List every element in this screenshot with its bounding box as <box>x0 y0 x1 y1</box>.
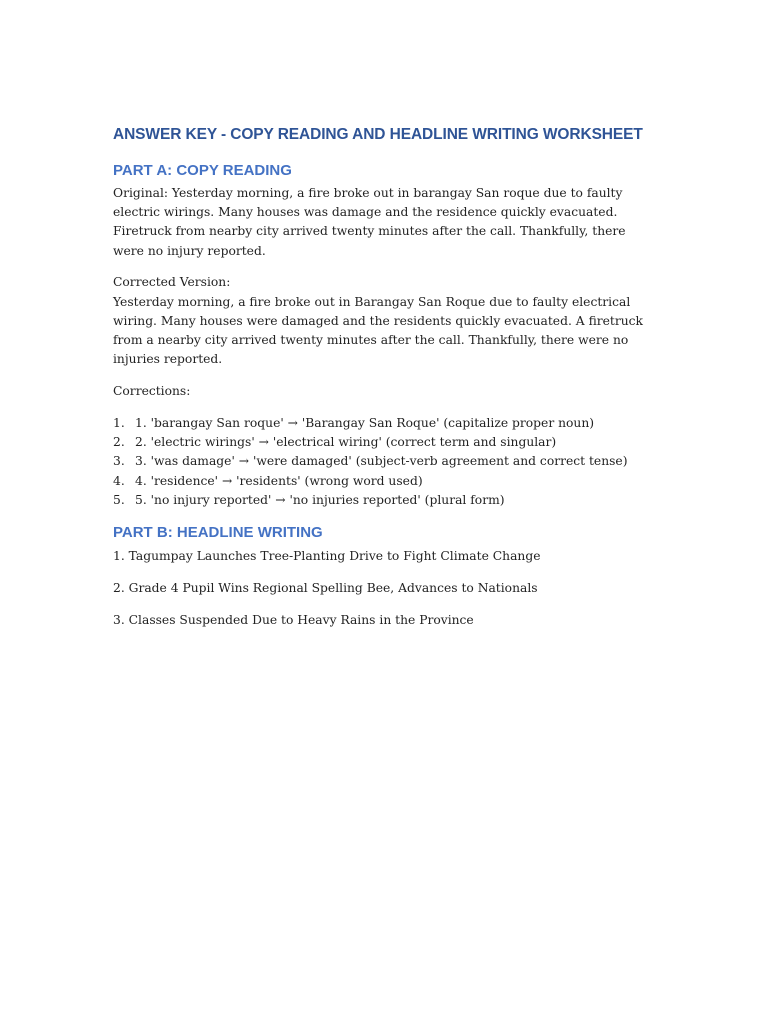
list-item-text: 5. 'no injury reported' → 'no injuries reported' (plural form) <box>135 492 505 507</box>
list-item <box>113 491 658 510</box>
document-title: ANSWER KEY - COPY READING AND HEADLINE WRITING WORKSHEET <box>113 126 643 143</box>
list-item <box>113 452 658 471</box>
list-item-text: 3. 'was damage' → 'were damaged' (subject-verb agreement and correct tense) <box>135 454 628 469</box>
headlines-section <box>113 547 658 630</box>
list-item-number: 3. <box>113 454 125 469</box>
list-item-number: 4. <box>113 473 125 488</box>
corrected-version-text: Yesterday morning, a fire broke out in Barangay San Roque due to faulty electrical wiring. Many houses were damaged and the residents quickly evacuated. A firetruck from a nearby city arrived twenty minutes after the call. Thankfully, there were no injuries reported. <box>113 294 644 367</box>
list-item-text: 1. 'barangay San roque' → 'Barangay San Roque' (capitalize proper noun) <box>135 416 595 431</box>
corrected-version-block <box>113 273 658 369</box>
corrected-version-label: Corrected Version: <box>113 275 231 290</box>
list-item-number: 5. <box>113 492 125 507</box>
corrections-label: Corrections: <box>113 384 191 399</box>
original-paragraph: Original: Yesterday morning, a fire broke out in barangay San roque due to faulty electric wirings. Many houses was damage and the residence quickly evacuated. Firetruck from nearby city arrived twenty minutes after the call. Thankfully, there were no injury reported. <box>113 186 626 258</box>
list-item-number: 2. <box>113 435 125 450</box>
list-item-text: 4. 'residence' → 'residents' (wrong word used) <box>135 473 423 488</box>
list-item-number: 1. <box>113 416 125 431</box>
part-b-heading: PART B: HEADLINE WRITING <box>113 524 323 542</box>
corrections-list <box>113 414 658 510</box>
part-a-section <box>113 184 658 510</box>
document-body <box>113 124 658 630</box>
headline-item: 2. Grade 4 Pupil Wins Regional Spelling Bee, Advances to Nationals <box>113 581 538 596</box>
list-item <box>113 472 658 491</box>
headline-item: 3. Classes Suspended Due to Heavy Rains in the Province <box>113 613 474 628</box>
list-item <box>113 433 658 452</box>
list-item-text: 2. 'electric wirings' → 'electrical wiring' (correct term and singular) <box>135 435 557 450</box>
list-item <box>113 414 658 433</box>
part-a-heading: PART A: COPY READING <box>113 162 292 179</box>
headline-item: 1. Tagumpay Launches Tree-Planting Drive to Fight Climate Change <box>113 549 541 564</box>
